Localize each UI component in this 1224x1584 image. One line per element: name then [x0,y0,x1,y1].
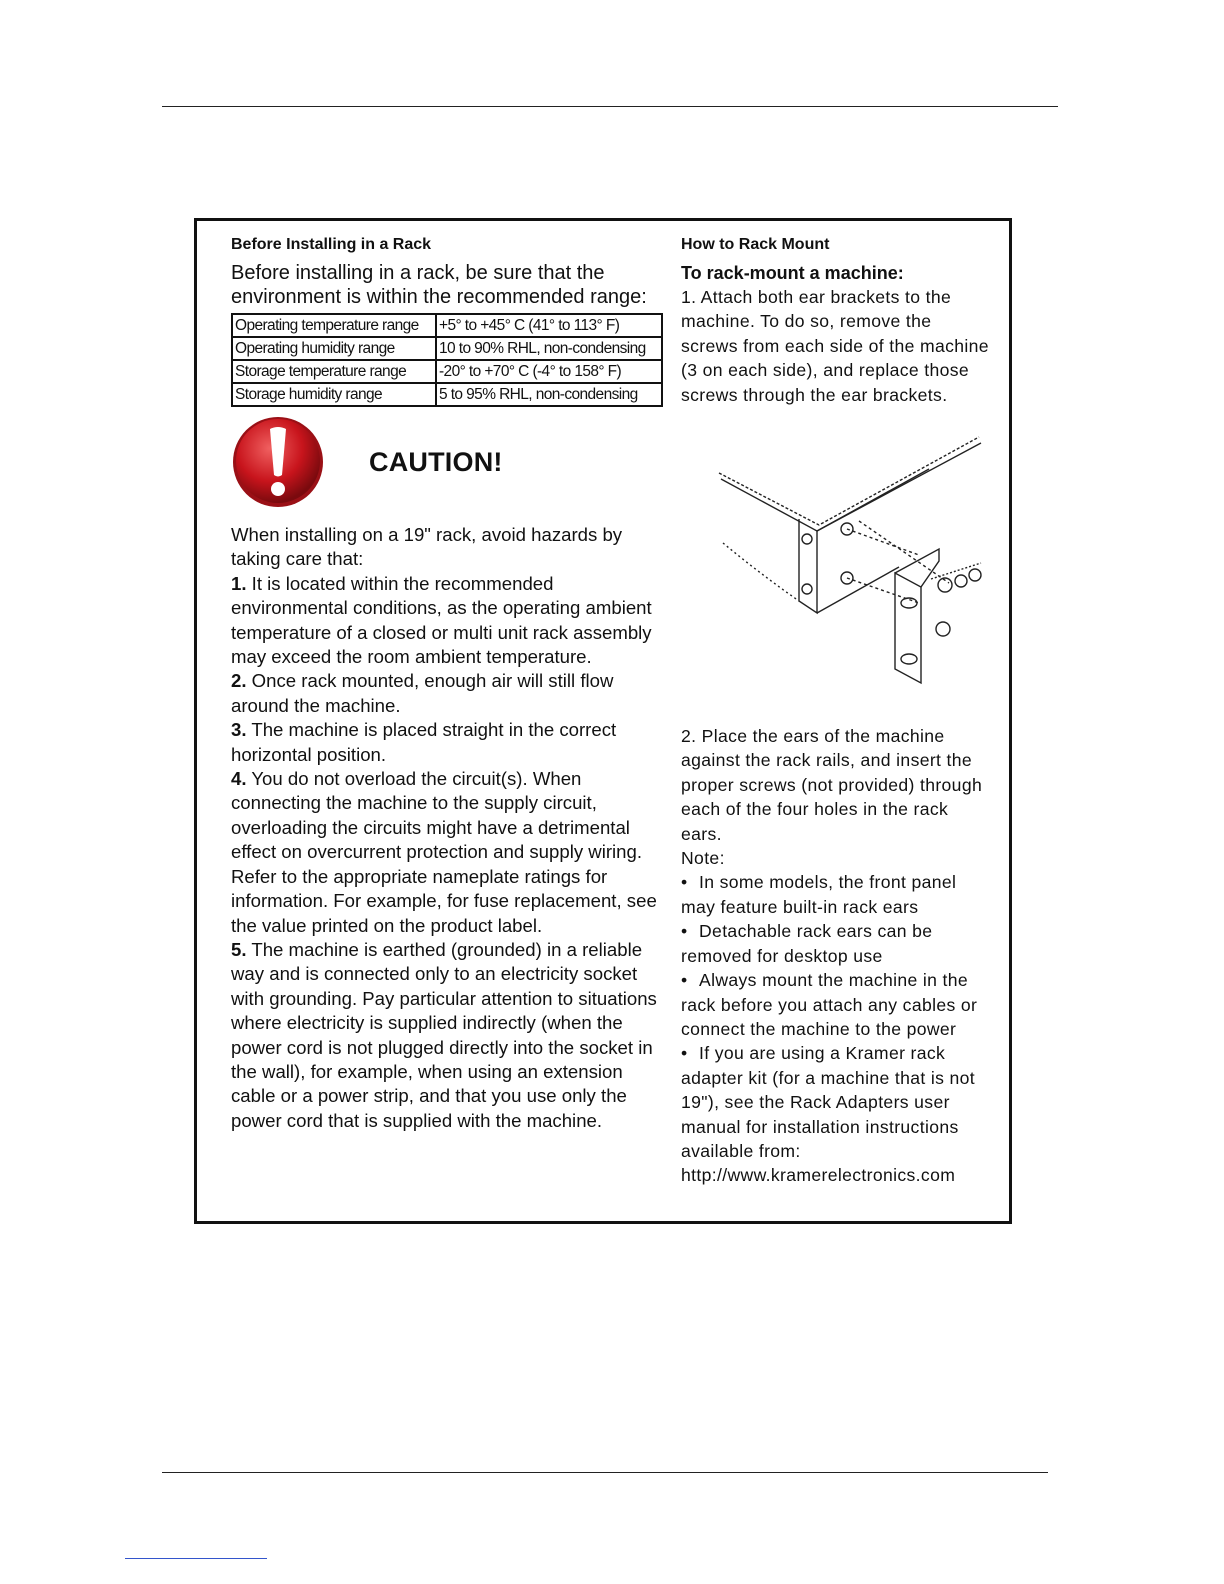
item-number: 4. [231,768,247,790]
list-item [231,669,671,718]
note-text: In some models, the front panel may feature built-in rack ears [681,872,957,917]
env-value: -20° to +70° C (-4° to 158° F) [436,360,662,383]
item-number: 5. [231,938,247,960]
environment-intro: Before installing in a rack, be sure that the environment is within the recommended range: [231,262,647,308]
item-number: 2. [231,670,247,692]
list-item [231,938,671,1133]
environment-table [231,313,663,407]
bullet-icon: • [681,970,688,991]
list-item [231,767,671,938]
step-2-and-notes [681,724,991,1188]
list-item [681,870,991,919]
caution-title: CAUTION! [369,447,503,477]
caution-banner [231,413,671,523]
table-row [232,360,662,383]
table-row [232,383,662,406]
env-label: Storage temperature range [232,360,436,383]
note-text: Always mount the machine in the rack before you attach any cables or connect the machine to the power [681,970,978,1039]
item-text: You do not overload the circuit(s). When connecting the machine to the supply circuit, overloading the circuits might have a detrimental effect on overcurrent protection and supply wiring. Refer to the appropriate nameplate ratings for information. For example, for fuse replacement, see the value printed on the product label. [231,768,657,936]
note-text: If you are using a Kramer rack adapter kit (for a machine that is not 19"), see the Rack Adapters user manual for installation instructions available from: [681,1043,975,1161]
item-text: The machine is earthed (grounded) in a reliable way and is connected only to an electricity socket with grounding. Pay particular attention to situations where electricity is supplied indirectly (when the power cord is not plugged directly into the socket in the wall), for example, when using an extension cable or a power strip, and that you use only the power cord that is supplied with the machine. [231,938,657,1131]
env-value: 10 to 90% RHL, non-condensing [436,337,662,360]
list-item [681,968,991,1041]
item-text: Once rack mounted, enough air will still flow around the machine. [231,670,614,716]
caution-intro: When installing on a 19" rack, avoid hazards by taking care that: [231,524,623,570]
step-2: 2. Place the ears of the machine against the rack rails, and insert the proper screws (not provided) through each of the four holes in the rack ears. [681,726,983,844]
header-rule [162,106,1058,107]
env-label: Operating temperature range [232,314,436,337]
list-item [681,1041,991,1163]
bullet-icon: • [681,872,688,893]
footer-rule [162,1472,1048,1473]
table-row [232,337,662,360]
item-text: The machine is placed straight in the correct horizontal position. [231,719,617,765]
list-item [681,919,991,968]
before-installing-heading: Before Installing in a Rack [231,236,432,253]
caution-body [231,523,671,1133]
step-1: 1. Attach both ear brackets to the machine. To do so, remove the screws from each side of the machine (3 on each side), and replace those screws through the ear brackets. [681,287,989,405]
kramer-url-link[interactable]: http://www.kramerelectronics.com [681,1165,956,1186]
list-item [231,572,671,670]
bullet-icon: • [681,1043,688,1064]
left-column [231,235,671,1133]
item-number: 3. [231,719,247,741]
rack-safety-box [194,218,1012,1224]
exclamation-warning-icon [231,415,325,509]
env-value: 5 to 95% RHL, non-condensing [436,383,662,406]
table-row [232,314,662,337]
env-label: Operating humidity range [232,337,436,360]
rack-ear-diagram [699,433,989,703]
list-item [231,718,671,767]
env-value: +5° to +45° C (41° to 113° F) [436,314,662,337]
item-text: It is located within the recommended environmental conditions, as the operating ambient temperature of a closed or multi unit rack assembly may exceed the room ambient temperature. [231,572,652,668]
note-label: Note: [681,848,725,869]
env-label: Storage humidity range [232,383,436,406]
footer-link-underline[interactable] [125,1558,267,1559]
right-column [681,235,991,1188]
step-title: To rack-mount a machine: [681,263,904,283]
bullet-icon: • [681,921,688,942]
rack-mount-heading: How to Rack Mount [681,236,830,253]
item-number: 1. [231,572,247,594]
note-text: Detachable rack ears can be removed for desktop use [681,921,933,966]
